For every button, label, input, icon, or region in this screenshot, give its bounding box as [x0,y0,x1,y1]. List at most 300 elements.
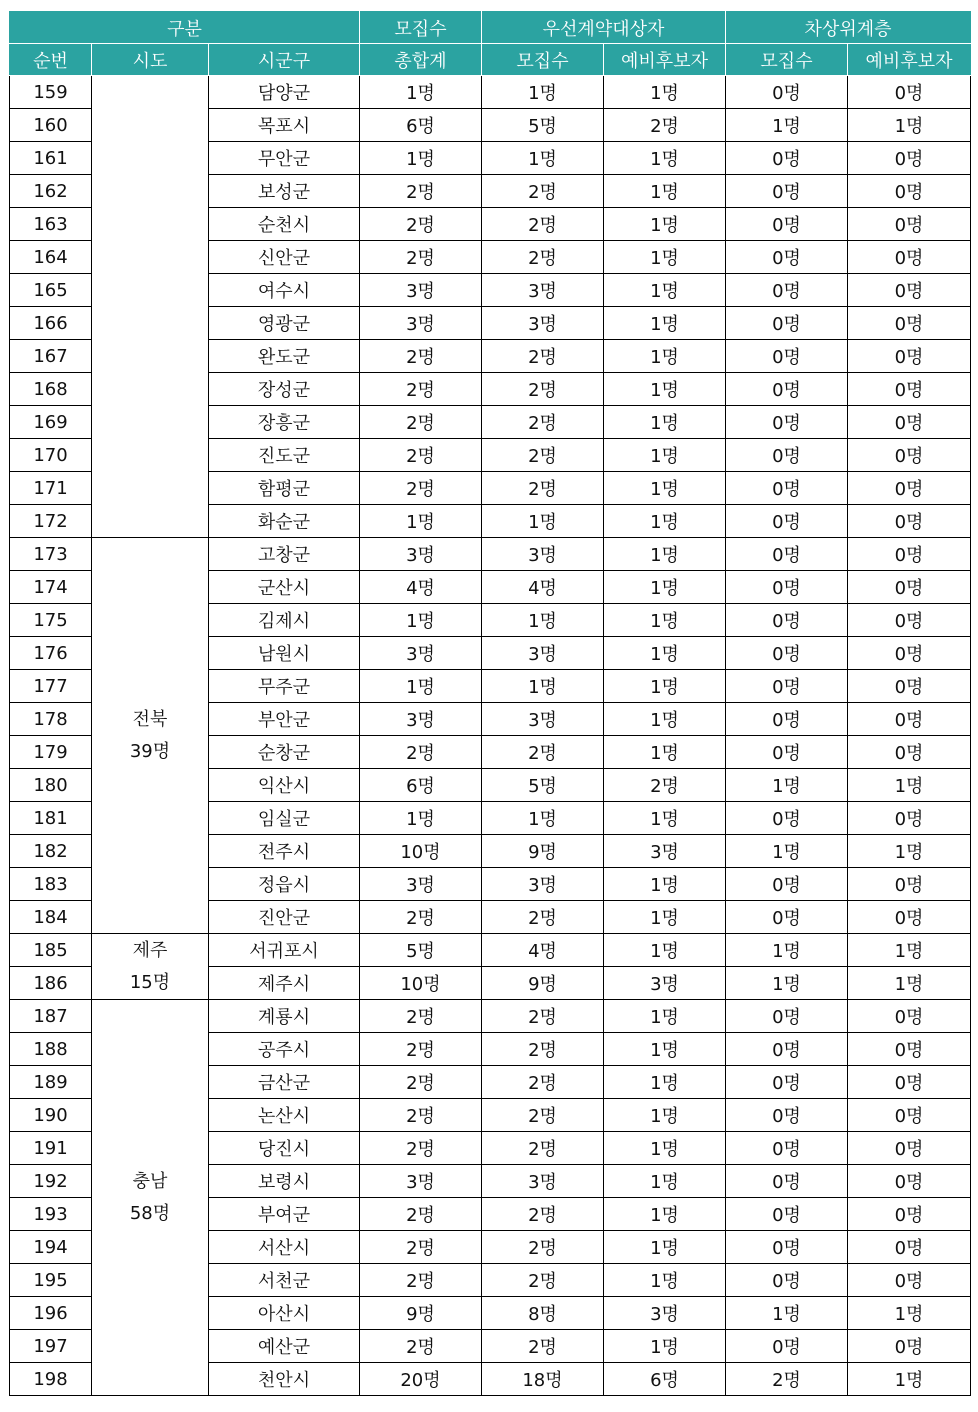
sigungu-cell: 함평군 [209,472,360,505]
sigungu-cell: 논산시 [209,1099,360,1132]
priority-recruit-cell: 3명 [482,1165,604,1198]
sido-group-cell [92,1000,209,1396]
near-poverty-reserve-cell: 0명 [848,76,971,109]
priority-recruit-cell: 1명 [482,76,604,109]
sido-group-cell [92,934,209,1000]
header-group-row [10,12,971,44]
priority-recruit-cell: 3명 [482,703,604,736]
priority-recruit-cell: 2명 [482,736,604,769]
row-number-cell: 197 [10,1330,92,1363]
sigungu-cell: 장흥군 [209,406,360,439]
row-number-cell: 195 [10,1264,92,1297]
sigungu-cell: 군산시 [209,571,360,604]
priority-reserve-cell: 1명 [604,505,726,538]
priority-recruit-cell: 2명 [482,1033,604,1066]
table-body [10,76,971,1396]
priority-recruit-cell: 3명 [482,868,604,901]
total-cell: 2명 [360,373,482,406]
near-poverty-recruit-cell: 0명 [726,670,848,703]
total-cell: 3명 [360,307,482,340]
sigungu-cell: 목포시 [209,109,360,142]
total-cell: 2명 [360,1330,482,1363]
row-number-cell: 169 [10,406,92,439]
sigungu-cell: 서천군 [209,1264,360,1297]
near-poverty-recruit-cell: 0명 [726,571,848,604]
sigungu-cell: 부여군 [209,1198,360,1231]
total-cell: 9명 [360,1297,482,1330]
near-poverty-recruit-cell: 0명 [726,1198,848,1231]
near-poverty-reserve-cell: 0명 [848,637,971,670]
near-poverty-reserve-cell: 0명 [848,1000,971,1033]
row-number-cell: 166 [10,307,92,340]
priority-recruit-cell: 2명 [482,1099,604,1132]
total-cell: 10명 [360,967,482,1000]
total-cell: 5명 [360,934,482,967]
group-header-near-poverty: 차상위계층 [726,12,971,44]
priority-recruit-cell: 1명 [482,142,604,175]
sigungu-cell: 순창군 [209,736,360,769]
row-number-cell: 179 [10,736,92,769]
total-cell: 3명 [360,1165,482,1198]
priority-recruit-cell: 2명 [482,472,604,505]
priority-reserve-cell: 1명 [604,76,726,109]
priority-reserve-cell: 1명 [604,1330,726,1363]
priority-recruit-cell: 1명 [482,604,604,637]
priority-reserve-cell: 1명 [604,1033,726,1066]
total-cell: 2명 [360,472,482,505]
near-poverty-recruit-cell: 1명 [726,769,848,802]
priority-reserve-cell: 1명 [604,1066,726,1099]
total-cell: 2명 [360,1000,482,1033]
row-number-cell: 163 [10,208,92,241]
priority-reserve-cell: 1명 [604,571,726,604]
total-cell: 1명 [360,142,482,175]
priority-recruit-cell: 2명 [482,1000,604,1033]
priority-recruit-cell: 3명 [482,274,604,307]
total-cell: 2명 [360,1231,482,1264]
near-poverty-reserve-cell: 1명 [848,1297,971,1330]
sigungu-cell: 예산군 [209,1330,360,1363]
table-row [10,538,971,571]
row-number-cell: 184 [10,901,92,934]
priority-reserve-cell: 3명 [604,967,726,1000]
priority-reserve-cell: 1명 [604,736,726,769]
row-number-cell: 167 [10,340,92,373]
near-poverty-recruit-cell: 0명 [726,373,848,406]
priority-recruit-cell: 4명 [482,934,604,967]
row-number-cell: 183 [10,868,92,901]
sigungu-cell: 순천시 [209,208,360,241]
row-number-cell: 186 [10,967,92,1000]
row-number-cell: 175 [10,604,92,637]
near-poverty-recruit-cell: 0명 [726,637,848,670]
near-poverty-recruit-cell: 0명 [726,406,848,439]
sigungu-cell: 계룡시 [209,1000,360,1033]
sigungu-cell: 완도군 [209,340,360,373]
near-poverty-recruit-cell: 1명 [726,1297,848,1330]
priority-recruit-cell: 1명 [482,670,604,703]
near-poverty-reserve-cell: 0명 [848,703,971,736]
sigungu-cell: 부안군 [209,703,360,736]
row-number-cell: 192 [10,1165,92,1198]
priority-reserve-cell: 1명 [604,208,726,241]
total-cell: 3명 [360,538,482,571]
near-poverty-reserve-cell: 0명 [848,175,971,208]
near-poverty-recruit-cell: 0명 [726,736,848,769]
near-poverty-recruit-cell: 0명 [726,604,848,637]
near-poverty-reserve-cell: 0명 [848,1231,971,1264]
total-cell: 2명 [360,1099,482,1132]
row-number-cell: 188 [10,1033,92,1066]
priority-reserve-cell: 1명 [604,1000,726,1033]
priority-reserve-cell: 3명 [604,1297,726,1330]
near-poverty-reserve-cell: 0명 [848,1330,971,1363]
near-poverty-reserve-cell: 0명 [848,1132,971,1165]
total-cell: 1명 [360,802,482,835]
near-poverty-reserve-cell: 0명 [848,1198,971,1231]
total-cell: 3명 [360,703,482,736]
near-poverty-recruit-cell: 0명 [726,802,848,835]
near-poverty-recruit-cell: 0명 [726,340,848,373]
sigungu-cell: 익산시 [209,769,360,802]
near-poverty-recruit-cell: 0명 [726,274,848,307]
priority-recruit-cell: 2명 [482,406,604,439]
total-cell: 4명 [360,571,482,604]
priority-reserve-cell: 1명 [604,901,726,934]
sigungu-cell: 진도군 [209,439,360,472]
row-number-cell: 190 [10,1099,92,1132]
total-cell: 1명 [360,670,482,703]
priority-recruit-cell: 5명 [482,769,604,802]
group-header-priority: 우선계약대상자 [482,12,726,44]
priority-reserve-cell: 1명 [604,538,726,571]
near-poverty-recruit-cell: 1명 [726,835,848,868]
priority-reserve-cell: 1명 [604,802,726,835]
row-number-cell: 194 [10,1231,92,1264]
sigungu-cell: 임실군 [209,802,360,835]
total-cell: 2명 [360,1264,482,1297]
sigungu-cell: 전주시 [209,835,360,868]
near-poverty-reserve-cell: 0명 [848,868,971,901]
priority-reserve-cell: 1명 [604,175,726,208]
priority-reserve-cell: 1명 [604,307,726,340]
priority-recruit-cell: 2명 [482,340,604,373]
total-cell: 2명 [360,901,482,934]
near-poverty-reserve-cell: 0명 [848,736,971,769]
priority-recruit-cell: 9명 [482,967,604,1000]
priority-reserve-cell: 1명 [604,1264,726,1297]
priority-recruit-cell: 8명 [482,1297,604,1330]
row-number-cell: 180 [10,769,92,802]
row-number-cell: 189 [10,1066,92,1099]
priority-recruit-cell: 3명 [482,538,604,571]
priority-reserve-cell: 1명 [604,1198,726,1231]
near-poverty-reserve-cell: 1명 [848,967,971,1000]
sigungu-cell: 김제시 [209,604,360,637]
near-poverty-reserve-cell: 0명 [848,439,971,472]
near-poverty-reserve-cell: 1명 [848,934,971,967]
col-header-sido: 시도 [92,44,209,76]
near-poverty-recruit-cell: 0명 [726,1231,848,1264]
total-cell: 2명 [360,406,482,439]
group-header-recruit: 모집수 [360,12,482,44]
near-poverty-reserve-cell: 0명 [848,604,971,637]
near-poverty-recruit-cell: 0명 [726,1066,848,1099]
recruitment-table [9,11,971,1396]
priority-reserve-cell: 1명 [604,241,726,274]
sigungu-cell: 서귀포시 [209,934,360,967]
priority-reserve-cell: 6명 [604,1363,726,1396]
priority-reserve-cell: 3명 [604,835,726,868]
total-cell: 2명 [360,439,482,472]
sido-count: 39명 [129,740,171,762]
sigungu-cell: 영광군 [209,307,360,340]
near-poverty-recruit-cell: 0명 [726,1033,848,1066]
priority-recruit-cell: 5명 [482,109,604,142]
near-poverty-recruit-cell: 0명 [726,439,848,472]
row-number-cell: 173 [10,538,92,571]
near-poverty-reserve-cell: 0명 [848,1264,971,1297]
near-poverty-reserve-cell: 1명 [848,109,971,142]
near-poverty-recruit-cell: 0명 [726,208,848,241]
priority-reserve-cell: 1명 [604,637,726,670]
total-cell: 2명 [360,208,482,241]
priority-recruit-cell: 18명 [482,1363,604,1396]
row-number-cell: 162 [10,175,92,208]
priority-recruit-cell: 3명 [482,307,604,340]
row-number-cell: 191 [10,1132,92,1165]
near-poverty-recruit-cell: 0명 [726,1165,848,1198]
col-header-near-recruit: 모집수 [726,44,848,76]
priority-reserve-cell: 1명 [604,934,726,967]
priority-reserve-cell: 1명 [604,472,726,505]
col-header-near-reserve: 예비후보자 [848,44,971,76]
row-number-cell: 176 [10,637,92,670]
row-number-cell: 185 [10,934,92,967]
near-poverty-reserve-cell: 0명 [848,538,971,571]
row-number-cell: 165 [10,274,92,307]
near-poverty-reserve-cell: 1명 [848,1363,971,1396]
priority-reserve-cell: 1명 [604,1231,726,1264]
sigungu-cell: 장성군 [209,373,360,406]
near-poverty-recruit-cell: 1명 [726,934,848,967]
near-poverty-reserve-cell: 0명 [848,1033,971,1066]
priority-recruit-cell: 2명 [482,373,604,406]
table-row [10,1000,971,1033]
table-header [10,12,971,76]
priority-recruit-cell: 2명 [482,1132,604,1165]
sigungu-cell: 진안군 [209,901,360,934]
row-number-cell: 177 [10,670,92,703]
priority-recruit-cell: 2명 [482,901,604,934]
table-row [10,934,971,967]
near-poverty-recruit-cell: 0명 [726,241,848,274]
priority-recruit-cell: 1명 [482,505,604,538]
near-poverty-reserve-cell: 0명 [848,901,971,934]
sigungu-cell: 신안군 [209,241,360,274]
near-poverty-recruit-cell: 0명 [726,538,848,571]
near-poverty-recruit-cell: 0명 [726,76,848,109]
col-header-sigungu: 시군구 [209,44,360,76]
sido-group-cell [92,76,209,538]
priority-reserve-cell: 1명 [604,340,726,373]
row-number-cell: 193 [10,1198,92,1231]
near-poverty-reserve-cell: 0명 [848,1066,971,1099]
sigungu-cell: 서산시 [209,1231,360,1264]
priority-recruit-cell: 2명 [482,175,604,208]
priority-reserve-cell: 1명 [604,142,726,175]
sido-count: 15명 [129,971,171,993]
total-cell: 2명 [360,1033,482,1066]
near-poverty-recruit-cell: 0명 [726,472,848,505]
total-cell: 1명 [360,76,482,109]
near-poverty-recruit-cell: 0명 [726,1330,848,1363]
near-poverty-recruit-cell: 0명 [726,505,848,538]
priority-reserve-cell: 2명 [604,109,726,142]
row-number-cell: 172 [10,505,92,538]
sigungu-cell: 금산군 [209,1066,360,1099]
near-poverty-recruit-cell: 0명 [726,1099,848,1132]
total-cell: 6명 [360,769,482,802]
col-header-no: 순번 [10,44,92,76]
total-cell: 6명 [360,109,482,142]
sido-name: 충남 [132,1170,168,1192]
sigungu-cell: 무주군 [209,670,360,703]
priority-recruit-cell: 2명 [482,208,604,241]
total-cell: 3명 [360,274,482,307]
row-number-cell: 182 [10,835,92,868]
total-cell: 2명 [360,340,482,373]
near-poverty-recruit-cell: 0명 [726,1000,848,1033]
near-poverty-reserve-cell: 0명 [848,208,971,241]
total-cell: 2명 [360,1132,482,1165]
sigungu-cell: 아산시 [209,1297,360,1330]
col-header-priority-reserve: 예비후보자 [604,44,726,76]
sido-count: 58명 [129,1202,171,1224]
sido-name: 제주 [132,939,168,961]
row-number-cell: 187 [10,1000,92,1033]
near-poverty-reserve-cell: 0명 [848,241,971,274]
near-poverty-reserve-cell: 0명 [848,373,971,406]
priority-reserve-cell: 1명 [604,703,726,736]
row-number-cell: 178 [10,703,92,736]
total-cell: 2명 [360,1198,482,1231]
near-poverty-recruit-cell: 0명 [726,175,848,208]
priority-reserve-cell: 1명 [604,1099,726,1132]
near-poverty-recruit-cell: 0명 [726,703,848,736]
group-header-category: 구분 [10,12,360,44]
priority-recruit-cell: 2명 [482,1066,604,1099]
row-number-cell: 174 [10,571,92,604]
priority-reserve-cell: 1명 [604,670,726,703]
sigungu-cell: 보령시 [209,1165,360,1198]
near-poverty-recruit-cell: 1명 [726,109,848,142]
priority-recruit-cell: 2명 [482,1198,604,1231]
near-poverty-reserve-cell: 0명 [848,406,971,439]
row-number-cell: 159 [10,76,92,109]
near-poverty-recruit-cell: 0명 [726,868,848,901]
near-poverty-reserve-cell: 1명 [848,769,971,802]
near-poverty-reserve-cell: 0명 [848,472,971,505]
near-poverty-reserve-cell: 0명 [848,142,971,175]
near-poverty-recruit-cell: 0명 [726,1264,848,1297]
near-poverty-recruit-cell: 0명 [726,142,848,175]
col-header-priority-recruit: 모집수 [482,44,604,76]
near-poverty-reserve-cell: 0명 [848,670,971,703]
priority-recruit-cell: 2명 [482,1330,604,1363]
row-number-cell: 198 [10,1363,92,1396]
sigungu-cell: 공주시 [209,1033,360,1066]
row-number-cell: 196 [10,1297,92,1330]
priority-recruit-cell: 2명 [482,241,604,274]
sigungu-cell: 화순군 [209,505,360,538]
row-number-cell: 181 [10,802,92,835]
sigungu-cell: 여수시 [209,274,360,307]
priority-reserve-cell: 1명 [604,274,726,307]
near-poverty-reserve-cell: 0명 [848,1099,971,1132]
near-poverty-reserve-cell: 0명 [848,802,971,835]
priority-reserve-cell: 1명 [604,1165,726,1198]
total-cell: 3명 [360,868,482,901]
priority-reserve-cell: 1명 [604,1132,726,1165]
total-cell: 2명 [360,241,482,274]
near-poverty-reserve-cell: 0명 [848,1165,971,1198]
sigungu-cell: 남원시 [209,637,360,670]
priority-reserve-cell: 1명 [604,439,726,472]
table-row [10,76,971,109]
row-number-cell: 161 [10,142,92,175]
row-number-cell: 168 [10,373,92,406]
total-cell: 10명 [360,835,482,868]
near-poverty-recruit-cell: 2명 [726,1363,848,1396]
priority-reserve-cell: 1명 [604,868,726,901]
priority-recruit-cell: 4명 [482,571,604,604]
near-poverty-reserve-cell: 0명 [848,307,971,340]
priority-recruit-cell: 9명 [482,835,604,868]
header-column-row [10,44,971,76]
sido-name: 전북 [132,708,168,730]
col-header-total: 총합계 [360,44,482,76]
near-poverty-recruit-cell: 0명 [726,307,848,340]
sigungu-cell: 무안군 [209,142,360,175]
total-cell: 2명 [360,175,482,208]
near-poverty-recruit-cell: 0명 [726,1132,848,1165]
total-cell: 1명 [360,604,482,637]
total-cell: 1명 [360,505,482,538]
row-number-cell: 171 [10,472,92,505]
sigungu-cell: 정읍시 [209,868,360,901]
sigungu-cell: 보성군 [209,175,360,208]
priority-recruit-cell: 2명 [482,439,604,472]
priority-recruit-cell: 3명 [482,637,604,670]
sigungu-cell: 제주시 [209,967,360,1000]
total-cell: 2명 [360,736,482,769]
near-poverty-recruit-cell: 0명 [726,901,848,934]
priority-reserve-cell: 2명 [604,769,726,802]
row-number-cell: 170 [10,439,92,472]
total-cell: 3명 [360,637,482,670]
near-poverty-reserve-cell: 0명 [848,505,971,538]
sigungu-cell: 담양군 [209,76,360,109]
near-poverty-reserve-cell: 1명 [848,835,971,868]
near-poverty-reserve-cell: 0명 [848,274,971,307]
sigungu-cell: 천안시 [209,1363,360,1396]
priority-recruit-cell: 1명 [482,802,604,835]
row-number-cell: 164 [10,241,92,274]
priority-recruit-cell: 2명 [482,1264,604,1297]
near-poverty-reserve-cell: 0명 [848,571,971,604]
priority-reserve-cell: 1명 [604,406,726,439]
